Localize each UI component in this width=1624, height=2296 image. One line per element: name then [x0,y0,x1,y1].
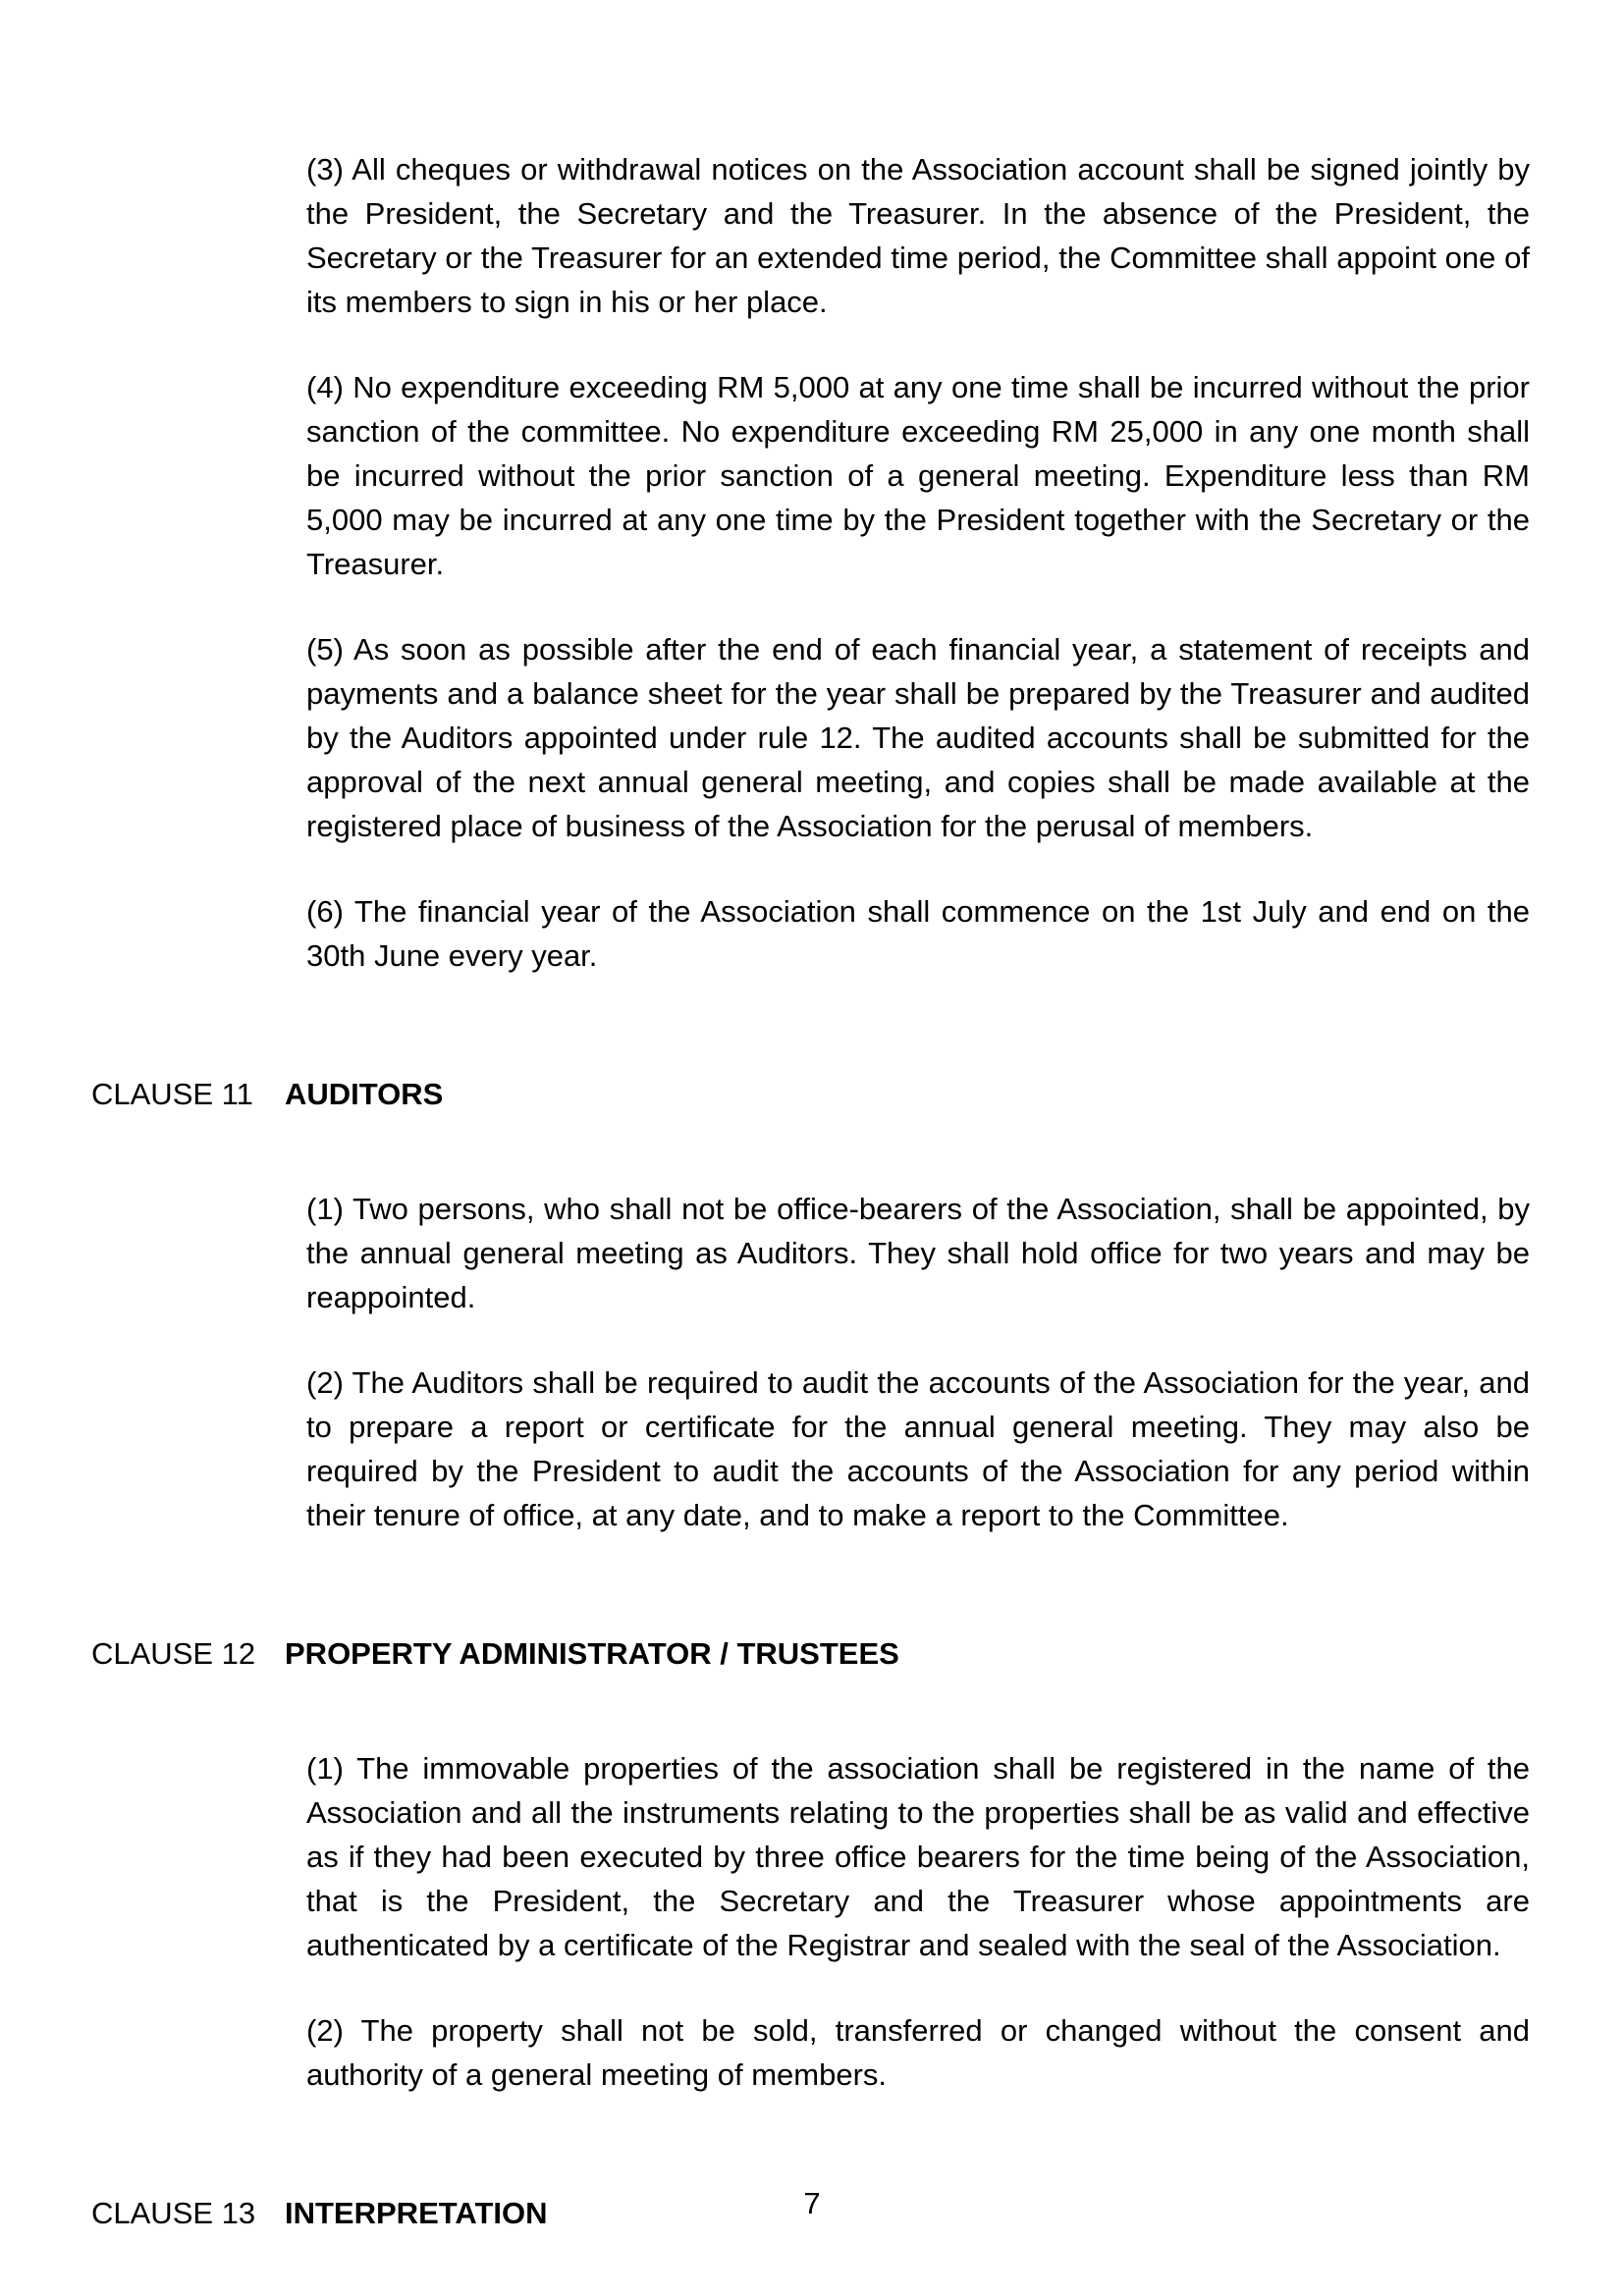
clause-11-paragraph-1: (1) Two persons, who shall not be office-bearers of the Association, shall be appointed, by the annual general meeting as Auditors. They shall hold office for two years and may be reappointed. [306,1192,1530,1314]
body-paragraph-6: (6) The financial year of the Association shall commence on the 1st July and end on the 30th June every year. [306,894,1530,973]
clause-12-paragraph-2: (2) The property shall not be sold, transferred or changed without the consent and authority of a general meeting of members. [306,2013,1530,2092]
clause-13-label: CLAUSE 13 [91,2196,256,2230]
clause-13-title: INTERPRETATION [285,2196,548,2230]
body-paragraph-3: (3) All cheques or withdrawal notices on the Association account shall be signed jointly by the President, the Secretary and the Treasurer. In the absence of the President, the Secretary or the Treasurer for an extended time period, the Committee shall appoint one of its members to sign in his or her place. [306,152,1530,319]
body-paragraph-4: (4) No expenditure exceeding RM 5,000 at any one time shall be incurred without the prior sanction of the committee. No expenditure exceeding RM 25,000 in any one month shall be incurred without the prior sanction of a general meeting. Expenditure less than RM 5,000 may be incurred at any one time by the President together with the Secretary or the Treasurer. [306,370,1530,581]
clause-12-paragraph-1: (1) The immovable properties of the association shall be registered in the name of the Association and all the instruments relating to the properties shall be as valid and effective as if they had been executed by three office bearers for the time being of the Association, that is the President, the Secretary and the Treasurer whose appointments are authenticated by a certificate of the Registrar and sealed with the seal of the Association. [306,1751,1530,1962]
body-paragraph-5: (5) As soon as possible after the end of each financial year, a statement of receipts and payments and a balance sheet for the year shall be prepared by the Treasurer and audited by the Auditors appointed under rule 12. The audited accounts shall be submitted for the approval of the next annual general meeting, and copies shall be made available at the registered place of business of the Association for the perusal of members. [306,632,1530,843]
clause-11-label: CLAUSE 11 [91,1077,253,1111]
clause-12-label: CLAUSE 12 [91,1636,256,1671]
clause-12-heading [91,1631,1530,1676]
clause-11-heading [91,1072,1530,1116]
page-number: 7 [803,2186,821,2220]
document-content [91,147,1530,2296]
clause-11-title: AUDITORS [285,1077,444,1111]
clause-12-title: PROPERTY ADMINISTRATOR / TRUSTEES [285,1636,899,1671]
clause-11-paragraph-2: (2) The Auditors shall be required to audit the accounts of the Association for the year, and to prepare a report or certificate for the annual general meeting. They may also be required by the President to audit the accounts of the Association for any period within their tenure of office, at any date, and to make a report to the Committee. [306,1365,1530,1532]
